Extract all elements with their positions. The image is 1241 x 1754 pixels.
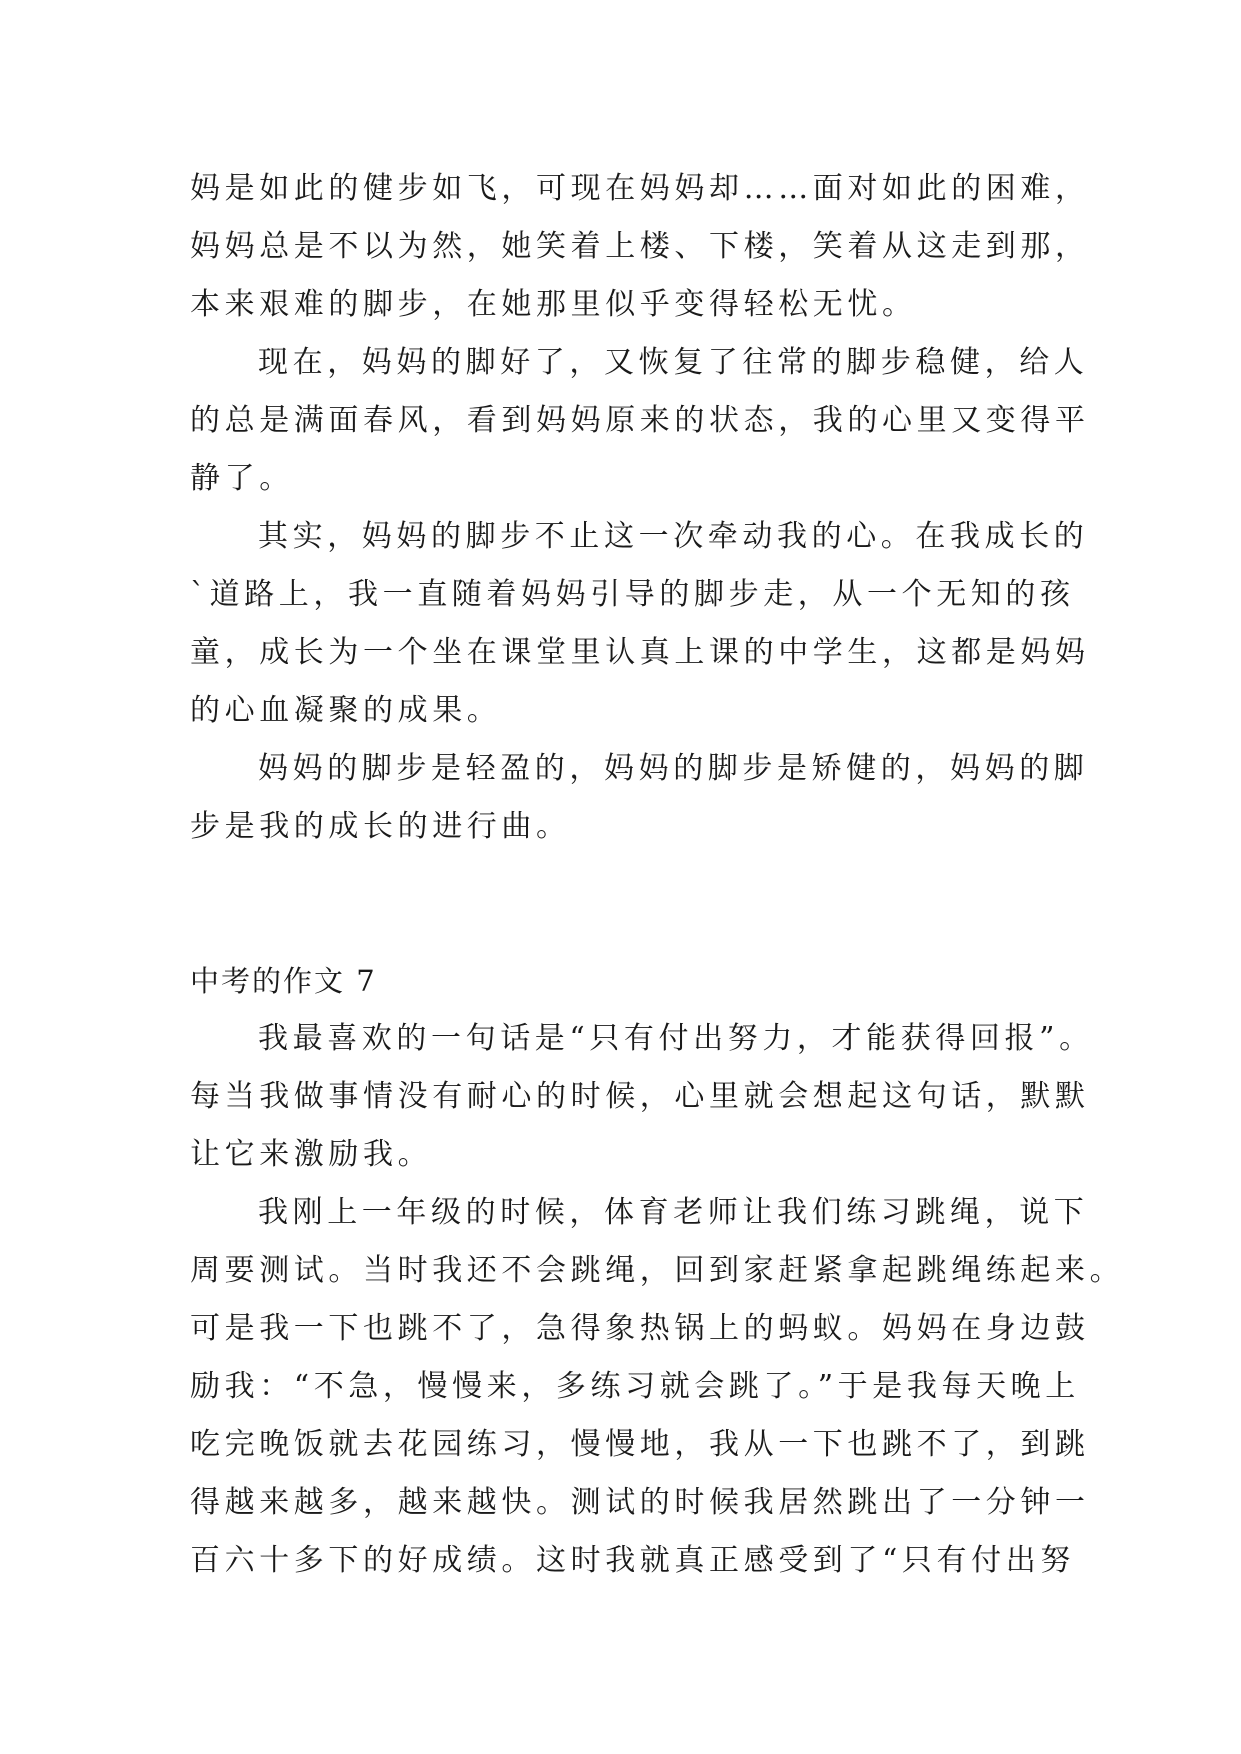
text-line: 步是我的成长的进行曲。 xyxy=(190,809,571,844)
paragraph xyxy=(190,1184,1125,1590)
text-line: 的总是满面春风，看到妈妈原来的状态，我的心里又变得平 xyxy=(190,403,1090,438)
paragraph xyxy=(190,334,1090,508)
text-line: 可是我一下也跳不了，急得象热锅上的蚂蚁。妈妈在身边鼓 xyxy=(190,1311,1090,1346)
text-line: 吃完晚饭就去花园练习，慢慢地，我从一下也跳不了，到跳 xyxy=(190,1427,1090,1462)
text-line: 妈妈总是不以为然，她笑着上楼、下楼，笑着从这走到那， xyxy=(190,229,1090,264)
section-spacer xyxy=(190,856,1070,952)
text-line: 每当我做事情没有耐心的时候，心里就会想起这句话，默默 xyxy=(190,1079,1090,1114)
text-line: 让它来激励我。 xyxy=(190,1137,433,1172)
text-line: 现在，妈妈的脚好了，又恢复了往常的脚步稳健，给人 xyxy=(258,345,1089,380)
text-line: 童，成长为一个坐在课堂里认真上课的中学生，这都是妈妈 xyxy=(190,635,1090,670)
paragraph xyxy=(190,508,1090,740)
text-line: 静了。 xyxy=(190,461,294,496)
paragraph xyxy=(190,1010,1094,1184)
text-line: 本来艰难的脚步，在她那里似乎变得轻松无忧。 xyxy=(190,287,917,322)
document-page xyxy=(190,160,1125,1590)
text-line: 百六十多下的好成绩。这时我就真正感受到了“只有付出努 xyxy=(190,1543,1075,1578)
text-line: `道路上，我一直随着妈妈引导的脚步走，从一个无知的孩 xyxy=(190,577,1075,612)
text-line: 得越来越多，越来越快。测试的时候我居然跳出了一分钟一 xyxy=(190,1485,1090,1520)
text-line: 励我：“不急，慢慢来，多练习就会跳了。”于是我每天晚上 xyxy=(190,1369,1080,1404)
text-line: 的心血凝聚的成果。 xyxy=(190,693,502,728)
text-line: 妈妈的脚步是轻盈的，妈妈的脚步是矫健的，妈妈的脚 xyxy=(258,751,1089,786)
text-line: 我刚上一年级的时候，体育老师让我们练习跳绳，说下 xyxy=(258,1195,1089,1230)
text-line: 其实，妈妈的脚步不止这一次牵动我的心。在我成长的 xyxy=(258,519,1089,554)
text-line: 周要测试。当时我还不会跳绳，回到家赶紧拿起跳绳练起来。 xyxy=(190,1253,1125,1288)
paragraph xyxy=(190,740,1089,856)
text-line: 妈是如此的健步如飞，可现在妈妈却……面对如此的困难， xyxy=(190,171,1090,206)
section-title: 中考的作文 7 xyxy=(190,964,377,998)
paragraph-continuation xyxy=(190,160,1090,334)
text-line: 我最喜欢的一句话是“只有付出努力，才能获得回报”。 xyxy=(258,1021,1094,1056)
